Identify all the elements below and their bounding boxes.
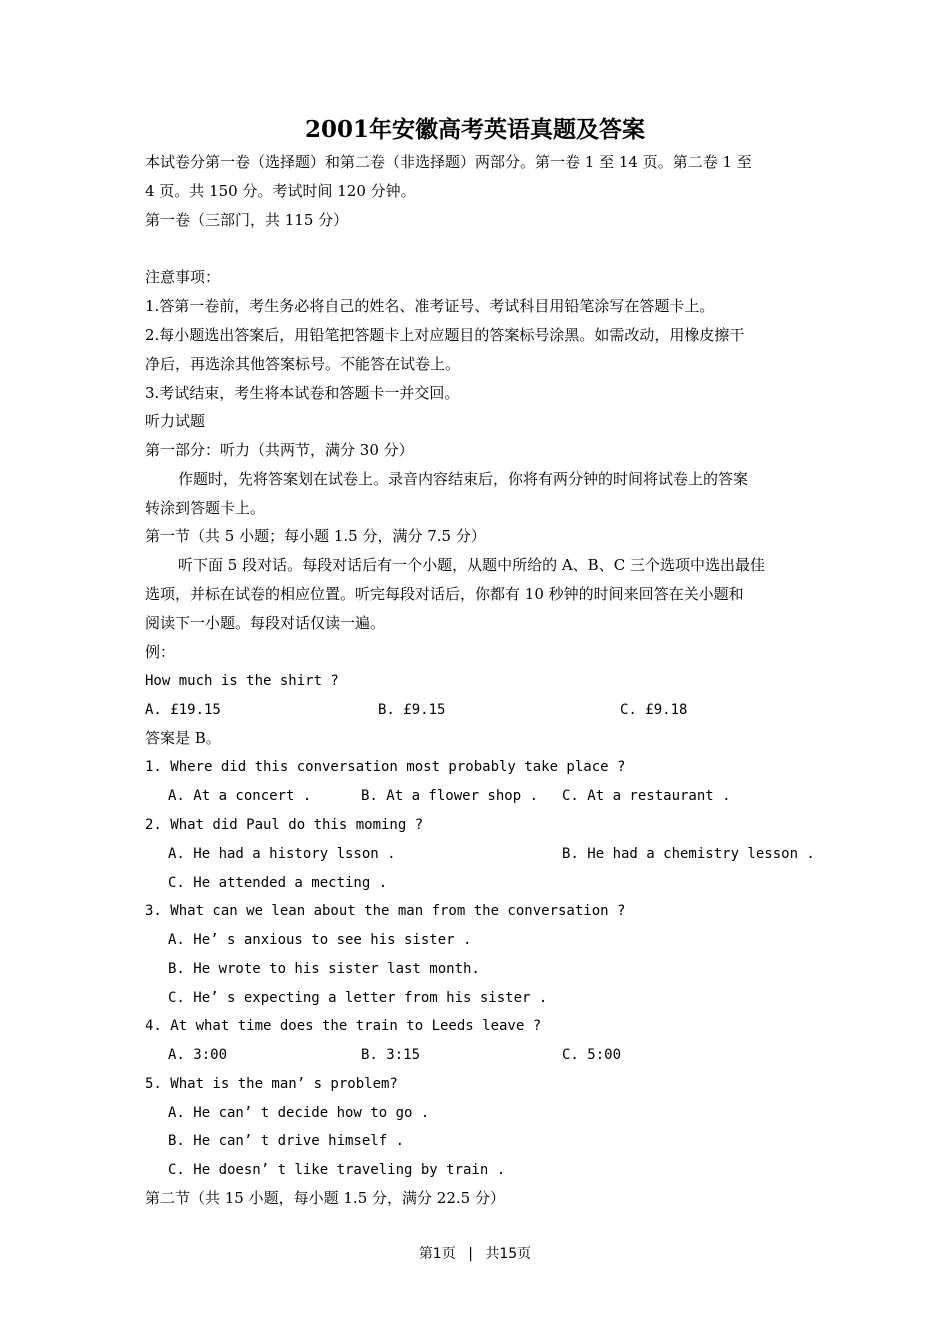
question-1-option-a: A. At a concert . <box>168 788 312 804</box>
intro-line-1: 本试卷分第一卷（选择题）和第二卷（非选择题）两部分。第一卷 1 至 14 页。第二卷 1 至 <box>145 153 752 171</box>
question-5-option-a: A. He can’ t decide how to go . <box>168 1105 430 1121</box>
example-option-b: B. £9.15 <box>378 702 446 718</box>
example-option-c: C. £9.18 <box>620 702 688 718</box>
notes-heading: 注意事项： <box>145 268 221 286</box>
intro-line-2: 4 页。共 150 分。考试时间 120 分钟。 <box>145 182 416 200</box>
question-4: 4. At what time does the train to Leeds leave ? <box>145 1018 542 1034</box>
notes-item-2a: 2.每小题选出答案后，用铅笔把答题卡上对应题目的答案标号涂黑。如需改动，用橡皮擦干 <box>145 326 745 344</box>
question-5-option-b: B. He can’ t drive himself . <box>168 1133 405 1149</box>
example-question: How much is the shirt ? <box>145 673 339 689</box>
instruction-line-2: 转涂到答题卡上。 <box>145 499 266 517</box>
page-number: 第1页 <box>418 1246 456 1262</box>
question-1: 1. Where did this conversation most probably take place ? <box>145 759 626 775</box>
question-3-option-b: B. He wrote to his sister last month. <box>168 961 480 977</box>
question-2-option-b: B. He had a chemistry lesson . <box>562 846 815 862</box>
question-1-option-b: B. At a flower shop . <box>361 788 539 804</box>
notes-item-1: 1.答第一卷前，考生务必将自己的姓名、准考证号、考试科目用铅笔涂写在答题卡上。 <box>145 297 715 315</box>
question-2: 2. What did Paul do this moming ? <box>145 817 424 833</box>
question-3-option-c: C. He’ s expecting a letter from his sister . <box>168 990 548 1006</box>
section1-line-1: 听下面 5 段对话。每段对话后有一个小题，从题中所给的 A、B、C 三个选项中选出最佳 <box>178 556 765 574</box>
question-4-option-b: B. 3:15 <box>361 1047 421 1063</box>
footer-separator: | <box>468 1246 473 1262</box>
intro-line-3: 第一卷（三部门，共 115 分） <box>145 211 349 229</box>
question-2-option-c: C. He attended a mecting . <box>168 875 388 891</box>
page-footer <box>0 1244 950 1264</box>
question-1-option-c: C. At a restaurant . <box>562 788 731 804</box>
question-3: 3. What can we lean about the man from the conversation ? <box>145 903 626 919</box>
notes-item-2b: 净后，再选涂其他答案标号。不能答在试卷上。 <box>145 355 461 373</box>
instruction-line-1: 作题时，先将答案划在试卷上。录音内容结束后，你将有两分钟的时间将试卷上的答案 <box>178 470 749 488</box>
section1-heading: 第一节（共 5 小题；每小题 1.5 分，满分 7.5 分） <box>145 527 486 545</box>
question-5: 5. What is the man’ s problem? <box>145 1076 398 1092</box>
question-4-option-c: C. 5:00 <box>562 1047 622 1063</box>
example-option-a: A. £19.15 <box>145 702 221 718</box>
page-title: 2001年安徽高考英语真题及答案 <box>304 116 645 143</box>
part1-heading: 第一部分：听力（共两节，满分 30 分） <box>145 441 414 459</box>
section2-heading: 第二节（共 15 小题，每小题 1.5 分，满分 22.5 分） <box>145 1189 505 1207</box>
question-2-option-a: A. He had a history lsson . <box>168 846 396 862</box>
listening-heading: 听力试题 <box>145 412 206 430</box>
section1-line-2: 选项，并标在试卷的相应位置。听完每段对话后，你都有 10 秒钟的时间来回答在关小题和 <box>145 585 744 603</box>
question-5-option-c: C. He doesn’ t like traveling by train . <box>168 1162 506 1178</box>
question-4-option-a: A. 3:00 <box>168 1047 228 1063</box>
section1-line-3: 阅读下一小题。每段对话仅读一遍。 <box>145 614 386 632</box>
example-label: 例： <box>145 643 176 661</box>
example-answer: 答案是 B。 <box>145 729 221 747</box>
notes-item-3: 3.考试结束，考生将本试卷和答题卡一并交回。 <box>145 384 460 402</box>
page-total: 共15页 <box>485 1246 532 1262</box>
question-3-option-a: A. He’ s anxious to see his sister . <box>168 932 472 948</box>
